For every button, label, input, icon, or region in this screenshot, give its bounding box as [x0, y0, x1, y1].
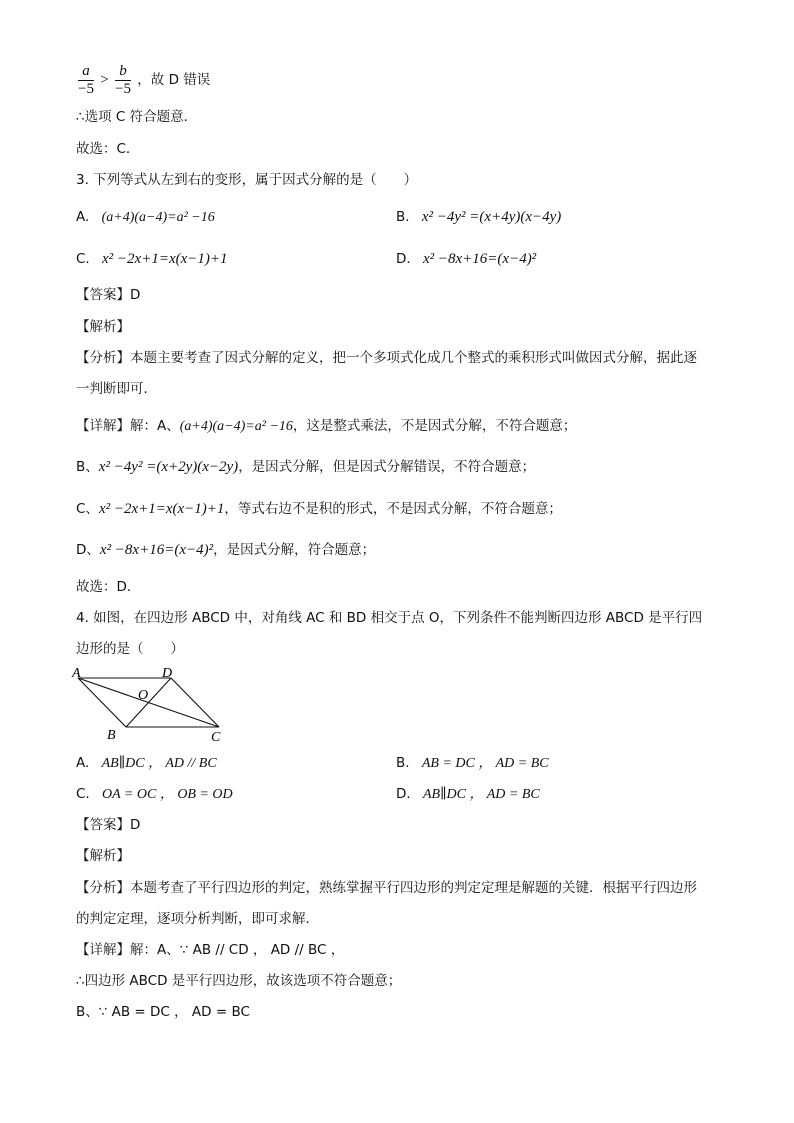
q4-stem-line2: 边形的是（ ）: [76, 641, 184, 657]
q3-detail-d: D、x² −8x+16=(x−4)²，是因式分解，符合题意；: [76, 542, 376, 558]
side-ab: [78, 678, 126, 727]
q3-stem: 3. 下列等式从左到右的变形，属于因式分解的是（ ）: [76, 172, 418, 188]
q4-detail-a2: ∴四边形 ABCD 是平行四边形，故该选项不符合题意；: [76, 973, 402, 989]
q3-detail-c: C、x² −2x+1=x(x−1)+1，等式右边不是积的形式，不是因式分解，不符合题意；: [76, 501, 562, 517]
q3-detail-a: 【详解】解：A、(a+4)(a−4)=a² −16，这是整式乘法，不是因式分解，不符合题意；: [76, 418, 577, 434]
q4-analysis-line2: 的判定定理，逐项分析判断，即可求解．: [76, 911, 319, 927]
q4-analysis-line1: 【分析】本题考查了平行四边形的判定，熟练掌握平行四边形的判定定理是解题的关键．根据平行四边形: [76, 880, 697, 896]
label-b: B: [107, 728, 116, 743]
q4-option-b: B. AB = DC ， AD = BC: [396, 755, 549, 771]
diagonal-bd: [126, 678, 171, 727]
parallelogram-figure: [68, 664, 238, 744]
top-choice: 故选：C．: [76, 141, 140, 157]
label-a: A: [72, 666, 81, 681]
q3-option-d: D. x² −8x+16=(x−4)²: [396, 251, 537, 267]
q3-option-c: C. x² −2x+1=x(x−1)+1: [76, 251, 228, 267]
q3-detail-b: B、x² −4y² =(x+2y)(x−2y)，是因式分解，但是因式分解错误，不符合题意；: [76, 459, 536, 475]
q3-analysis-line1: 【分析】本题主要考查了因式分解的定义，把一个多项式化成几个整式的乘积形式叫做因式分解，据此逐: [76, 350, 697, 366]
label-o: O: [138, 688, 149, 703]
side-dc: [171, 678, 219, 727]
fraction-inequality-line: $\frac{a}{-5}$ > $\frac{b}{-5}$ ，故 D 错误: [78, 62, 211, 97]
q4-stem-line1: 4. 如图，在四边形 ABCD 中，对角线 AC 和 BD 相交于点 O，下列条件不能判断四边形 ABCD 是平行四: [76, 610, 703, 626]
q3-analysis-line2: 一判断即可．: [76, 381, 157, 397]
fraction-tail: ，故 D 错误: [137, 72, 211, 88]
q4-option-a: A. AB∥DC ， AD // BC: [76, 755, 217, 771]
q3-answer: 【答案】D: [76, 287, 141, 303]
q4-answer: 【答案】D: [76, 817, 141, 833]
q3-option-a: A. (a+4)(a−4)=a² −16: [76, 209, 215, 225]
q4-analysis-tag: 【解析】: [76, 848, 130, 864]
q3-option-b: B. x² −4y² =(x+4y)(x−4y): [396, 209, 562, 225]
q4-detail-b: B、∵ AB = DC ， AD = BC: [76, 1004, 250, 1020]
fraction-b: $\frac{b}{-5}$: [115, 62, 131, 97]
label-c: C: [211, 730, 221, 744]
fraction-a: $\frac{a}{-5}$: [78, 62, 94, 97]
q3-analysis-tag: 【解析】: [76, 319, 130, 335]
top-conclusion: ∴选项 C 符合题意．: [76, 109, 198, 125]
q4-option-c: C. OA = OC ， OB = OD: [76, 786, 233, 802]
q4-detail-a: 【详解】解：A、∵ AB // CD ， AD // BC ，: [76, 942, 345, 958]
label-d: D: [162, 666, 173, 681]
q3-choice: 故选：D．: [76, 579, 141, 595]
q4-option-d: D. AB∥DC ， AD = BC: [396, 786, 540, 802]
